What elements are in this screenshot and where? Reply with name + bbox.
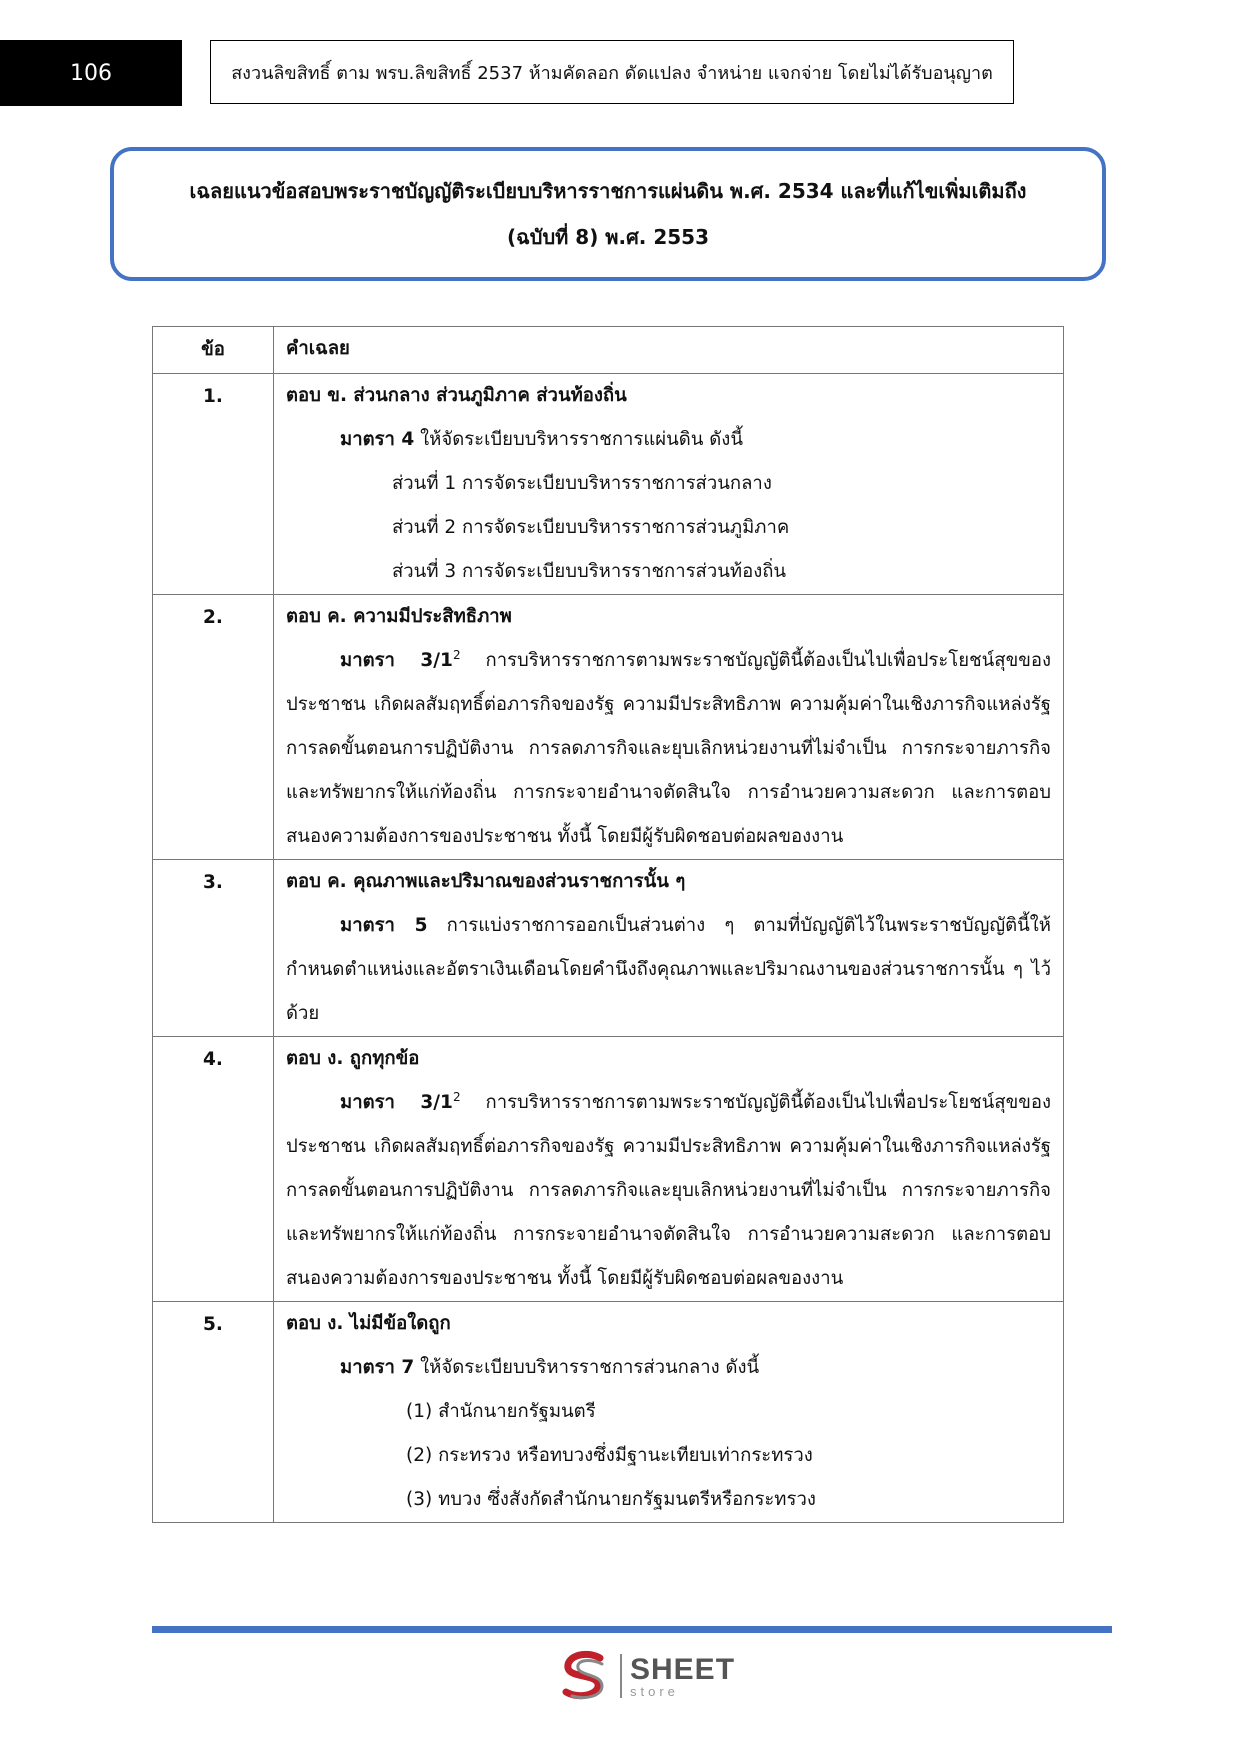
row-number: 3.	[153, 860, 274, 1037]
section-text: การแบ่งราชการออกเป็นส่วนต่าง ๆ ตามที่บัญญัติไว้ในพระราชบัญญัตินี้ให้กำหนดตำแหน่งและอัตราเงินเดือนโดยคำนึงถึงคุณภาพและปริมาณงานของส่วนราชการนั้น ๆ ไว้ด้วย	[286, 915, 1051, 1024]
list-item: ส่วนที่ 2 การจัดระเบียบบริหารราชการส่วนภูมิภาค	[392, 517, 790, 538]
row-number: 4.	[153, 1037, 274, 1302]
copyright-notice: สงวนลิขสิทธิ์ ตาม พรบ.ลิขสิทธิ์ 2537 ห้ามคัดลอก ดัดแปลง จำหน่าย แจกจ่าย โดยไม่ได้รับอนุญาต	[210, 40, 1014, 104]
list-item: (1) สำนักนายกรัฐมนตรี	[406, 1401, 596, 1422]
section-ref: มาตรา 7	[340, 1357, 415, 1378]
row-number: 2.	[153, 595, 274, 860]
section-ref: มาตรา 3/1	[340, 650, 453, 671]
list-item: (3) ทบวง ซึ่งสังกัดสำนักนายกรัฐมนตรีหรือกระทรวง	[406, 1489, 816, 1510]
footnote-mark: 2	[452, 1089, 461, 1104]
page-number: 106	[0, 40, 182, 106]
sheet-store-logo	[556, 1648, 736, 1704]
header-no: ข้อ	[153, 327, 274, 374]
sheet-logo-icon	[556, 1648, 612, 1704]
row-number: 1.	[153, 374, 274, 595]
section-text: ให้จัดระเบียบบริหารราชการส่วนกลาง ดังนี้	[414, 1357, 760, 1378]
answer-choice: ตอบ ง. ถูกทุกข้อ	[286, 1048, 420, 1069]
section-text: การบริหารราชการตามพระราชบัญญัตินี้ต้องเป็นไปเพื่อประโยชน์สุขของประชาชน เกิดผลสัมฤทธิ์ต่อภารกิจของรัฐ ความมีประสิทธิภาพ ความคุ้มค่าในเชิงภารกิจแหล่งรัฐ การลดขั้นตอนการปฏิบัติงาน การลดภารกิจและยุบเลิกหน่วยงานที่ไม่จำเป็น การกระจายภารกิจและทรัพยากรให้แก่ท้องถิ่น การกระจายอำนาจตัดสินใจ การอำนวยความสะดวก และการตอบสนองความต้องการของประชาชน ทั้งนี้ โดยมีผู้รับผิดชอบต่อผลของงาน	[286, 650, 1051, 847]
footnote-mark: 2	[452, 647, 461, 662]
table-row	[153, 1037, 1064, 1302]
table-row	[153, 1302, 1064, 1523]
list-item: (2) กระทรวง หรือทบวงซึ่งมีฐานะเทียบเท่ากระทรวง	[406, 1445, 813, 1466]
section-ref: มาตรา 4	[340, 429, 415, 450]
document-title	[110, 147, 1106, 281]
row-answer-cell	[274, 1302, 1064, 1523]
list-item: ส่วนที่ 3 การจัดระเบียบบริหารราชการส่วนท้องถิ่น	[392, 561, 787, 582]
header-answer: คำเฉลย	[274, 327, 1064, 374]
section-text: ให้จัดระเบียบบริหารราชการแผ่นดิน ดังนี้	[414, 429, 743, 450]
section-line	[286, 418, 1051, 462]
section-line	[286, 1346, 1051, 1390]
section-text: การบริหารราชการตามพระราชบัญญัตินี้ต้องเป็นไปเพื่อประโยชน์สุขของประชาชน เกิดผลสัมฤทธิ์ต่อภารกิจของรัฐ ความมีประสิทธิภาพ ความคุ้มค่าในเชิงภารกิจแหล่งรัฐ การลดขั้นตอนการปฏิบัติงาน การลดภารกิจและยุบเลิกหน่วยงานที่ไม่จำเป็น การกระจายภารกิจและทรัพยากรให้แก่ท้องถิ่น การกระจายอำนาจตัดสินใจ การอำนวยความสะดวก และการตอบสนองความต้องการของประชาชน ทั้งนี้ โดยมีผู้รับผิดชอบต่อผลของงาน	[286, 1092, 1051, 1289]
row-answer-cell	[274, 1037, 1064, 1302]
answer-choice: ตอบ ค. ความมีประสิทธิภาพ	[286, 606, 512, 627]
answer-choice: ตอบ ข. ส่วนกลาง ส่วนภูมิภาค ส่วนท้องถิ่น	[286, 385, 627, 406]
section-ref: มาตรา 3/1	[340, 1092, 453, 1113]
table-row	[153, 595, 1064, 860]
table-row	[153, 860, 1064, 1037]
title-line-2: (ฉบับที่ 8) พ.ศ. 2553	[506, 225, 710, 249]
logo-subtext: store	[630, 1683, 679, 1699]
row-answer-cell	[274, 860, 1064, 1037]
logo-text	[630, 1652, 736, 1699]
table-header-row	[153, 327, 1064, 374]
explanation-paragraph	[286, 639, 1051, 859]
list-item: ส่วนที่ 1 การจัดระเบียบบริหารราชการส่วนกลาง	[392, 473, 772, 494]
logo-word: SHEET	[630, 1652, 736, 1686]
row-answer-cell	[274, 595, 1064, 860]
explanation-paragraph	[286, 1081, 1051, 1301]
answer-table	[152, 326, 1064, 1523]
row-answer-cell	[274, 374, 1064, 595]
section-ref: มาตรา 5	[340, 915, 428, 936]
logo-separator	[620, 1654, 622, 1698]
answer-choice: ตอบ ค. คุณภาพและปริมาณของส่วนราชการนั้น ๆ	[286, 871, 686, 892]
row-number: 5.	[153, 1302, 274, 1523]
title-line-1: เฉลยแนวข้อสอบพระราชบัญญัติระเบียบบริหารราชการแผ่นดิน พ.ศ. 2534 และที่แก้ไขเพิ่มเติมถึง	[189, 179, 1027, 203]
answer-choice: ตอบ ง. ไม่มีข้อใดถูก	[286, 1313, 451, 1334]
footer-divider	[152, 1626, 1112, 1633]
table-row	[153, 374, 1064, 595]
explanation-paragraph	[286, 904, 1051, 1036]
